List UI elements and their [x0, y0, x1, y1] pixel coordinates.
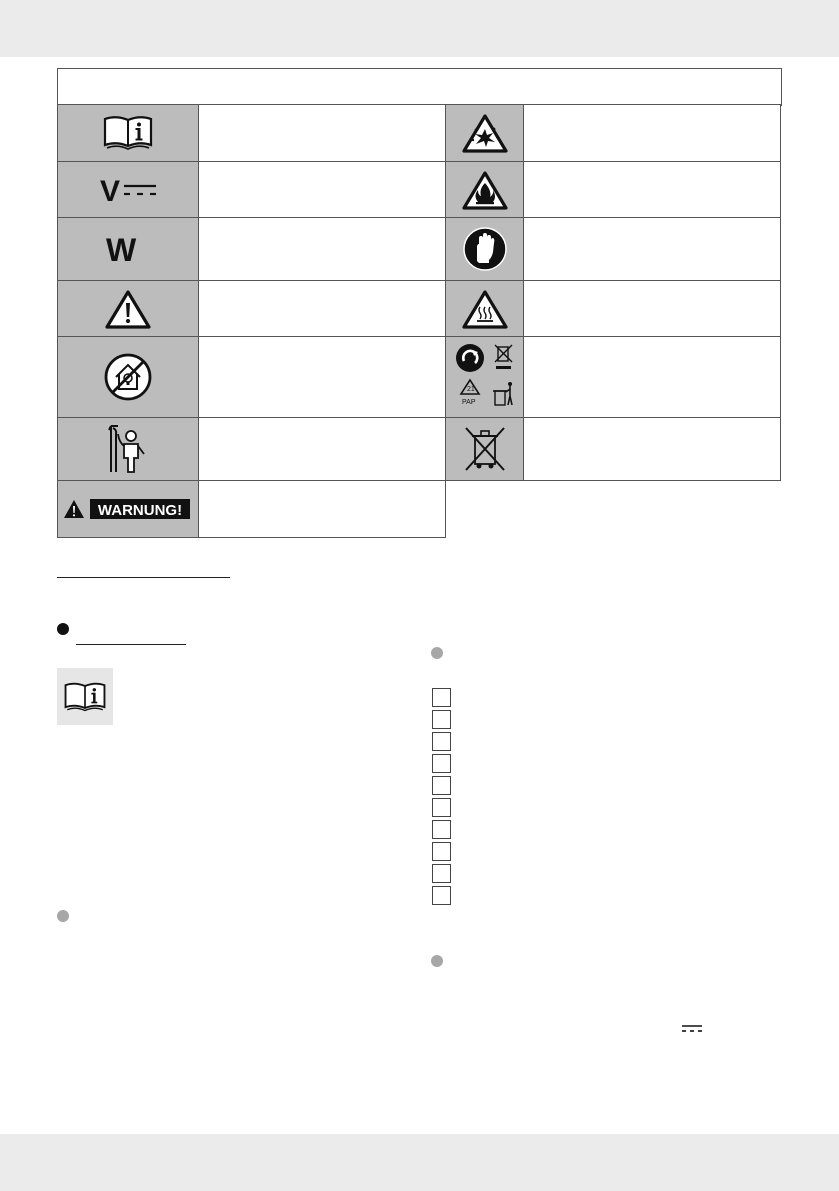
symbol-cell — [445, 336, 524, 418]
flammable-icon — [462, 170, 508, 210]
symbol-cell — [445, 161, 524, 218]
symbol-cell — [445, 280, 524, 337]
symbol-description — [198, 280, 446, 337]
subsection-heading-rule — [76, 644, 186, 645]
symbol-cell — [57, 217, 199, 281]
parts-number-box — [432, 754, 451, 773]
pap-label: PAP — [461, 399, 475, 406]
symbol-cell — [57, 480, 199, 538]
warnung-label: WARNUNG! — [97, 502, 183, 519]
indoor-use-only-icon — [103, 352, 153, 402]
volt-dc-icon — [98, 175, 158, 205]
instructions-book-icon — [102, 115, 154, 151]
top-band — [0, 0, 839, 57]
symbol-cell — [57, 280, 199, 337]
table-header-row — [57, 68, 782, 106]
symbol-description — [523, 280, 781, 337]
symbol-cell — [57, 417, 199, 481]
parts-number-box — [432, 842, 451, 861]
instructions-book-icon — [63, 680, 107, 714]
symbol-cell — [445, 217, 524, 281]
symbol-description — [198, 336, 446, 418]
symbol-description — [523, 417, 781, 481]
symbol-cell — [57, 161, 199, 218]
parts-number-box — [432, 798, 451, 817]
symbol-description — [198, 480, 446, 538]
symbol-description — [198, 161, 446, 218]
recycling-marks-icon — [454, 341, 516, 413]
volt-glyph: V — [100, 174, 121, 205]
symbol-description — [523, 161, 781, 218]
parts-number-box — [432, 820, 451, 839]
watt-icon — [98, 232, 158, 266]
child-warning-icon — [108, 424, 148, 474]
section-bullet-grey — [431, 955, 443, 967]
section-heading-rule — [57, 577, 230, 578]
symbol-description — [523, 336, 781, 418]
parts-number-box — [432, 776, 451, 795]
explosion-hazard-icon — [462, 113, 508, 153]
hot-surface-icon — [462, 289, 508, 329]
section-bullet-grey — [431, 647, 443, 659]
dc-symbol-icon — [681, 1024, 703, 1034]
parts-number-box — [432, 732, 451, 751]
symbol-cell — [57, 336, 199, 418]
parts-number-box — [432, 864, 451, 883]
symbol-description — [198, 217, 446, 281]
symbol-description — [523, 104, 781, 162]
watt-glyph: W — [106, 232, 137, 266]
wear-gloves-icon — [461, 225, 509, 273]
symbol-cell — [445, 417, 524, 481]
parts-number-box — [432, 886, 451, 905]
pap-code: 21 — [466, 386, 475, 393]
parts-number-box — [432, 710, 451, 729]
warning-triangle-icon — [105, 289, 151, 329]
warnung-label-icon — [63, 498, 193, 520]
symbol-description — [198, 104, 446, 162]
bottom-band — [0, 1134, 839, 1191]
symbol-description — [198, 417, 446, 481]
symbol-cell — [445, 104, 524, 162]
section-bullet-grey — [57, 910, 69, 922]
parts-number-box — [432, 688, 451, 707]
symbol-description — [523, 217, 781, 281]
instructions-book-box — [57, 668, 113, 725]
section-bullet-black — [57, 623, 69, 635]
crossed-bin-icon — [463, 425, 507, 473]
symbol-cell — [57, 104, 199, 162]
